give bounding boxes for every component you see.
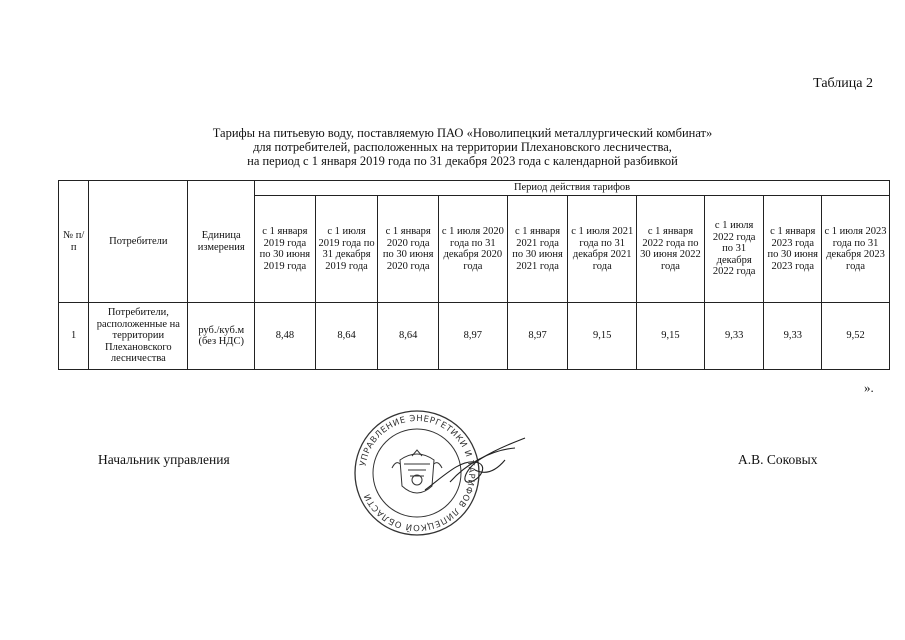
tariff-value: 9,33 <box>704 303 764 370</box>
period-header-7: с 1 января 2022 года по 30 июня 2022 года <box>637 196 705 303</box>
tariff-value: 9,33 <box>764 303 822 370</box>
signer-title: Начальник управления <box>98 452 230 467</box>
tariff-value: 8,64 <box>315 303 378 370</box>
tariffs-table <box>58 180 890 370</box>
period-header-8: с 1 июля 2022 года по 31 декабря 2022 года <box>704 196 764 303</box>
tariff-value: 8,97 <box>439 303 508 370</box>
header-consumers: Потребители <box>89 181 188 303</box>
tariff-value: 8,64 <box>378 303 439 370</box>
period-header-1: с 1 января 2019 года по 30 июня 2019 года <box>255 196 316 303</box>
period-header-5: с 1 января 2021 года по 30 июня 2021 года <box>507 196 568 303</box>
closing-quote-mark: ». <box>864 380 874 395</box>
title-line-2: для потребителей, расположенных на территории Плехановского лесничества, <box>253 140 672 154</box>
period-header-9: с 1 января 2023 года по 30 июня 2023 года <box>764 196 822 303</box>
row-consumer: Потребители, расположенные на территории Плехановского лесничества <box>89 303 188 370</box>
document-title <box>150 126 775 168</box>
signer-name: А.В. Соковых <box>738 452 818 467</box>
tariff-value: 9,15 <box>568 303 637 370</box>
period-header-4: с 1 июля 2020 года по 31 декабря 2020 года <box>439 196 508 303</box>
header-period: Период действия тарифов <box>255 181 890 196</box>
tariff-value: 9,52 <box>822 303 890 370</box>
svg-text:УПРАВЛЕНИЕ ЭНЕРГЕТИКИ И ТАРИФО: УПРАВЛЕНИЕ ЭНЕРГЕТИКИ И ТАРИФОВ ЛИПЕЦКОЙ ОБЛАСТИ <box>358 413 477 533</box>
period-header-3: с 1 января 2020 года по 30 июня 2020 года <box>378 196 439 303</box>
handwritten-signature <box>420 420 530 520</box>
period-header-10: с 1 июля 2023 года по 31 декабря 2023 года <box>822 196 890 303</box>
period-header-6: с 1 июля 2021 года по 31 декабря 2021 года <box>568 196 637 303</box>
row-unit: руб./куб.м (без НДС) <box>188 303 255 370</box>
table-label: Таблица 2 <box>813 76 873 91</box>
tariff-value: 8,97 <box>507 303 568 370</box>
header-number: № п/п <box>59 181 89 303</box>
tariff-value: 8,48 <box>255 303 316 370</box>
period-header-2: с 1 июля 2019 года по 31 декабря 2019 года <box>315 196 378 303</box>
row-number: 1 <box>59 303 89 370</box>
title-line-1: Тарифы на питьевую воду, поставляемую ПАО «Новолипецкий металлургический комбинат» <box>212 126 713 140</box>
header-unit: Единица измерения <box>188 181 255 303</box>
tariff-value: 9,15 <box>637 303 705 370</box>
table-row <box>59 303 890 370</box>
title-line-3: на период с 1 января 2019 года по 31 декабря 2023 года с календарной разбивкой <box>247 154 678 168</box>
